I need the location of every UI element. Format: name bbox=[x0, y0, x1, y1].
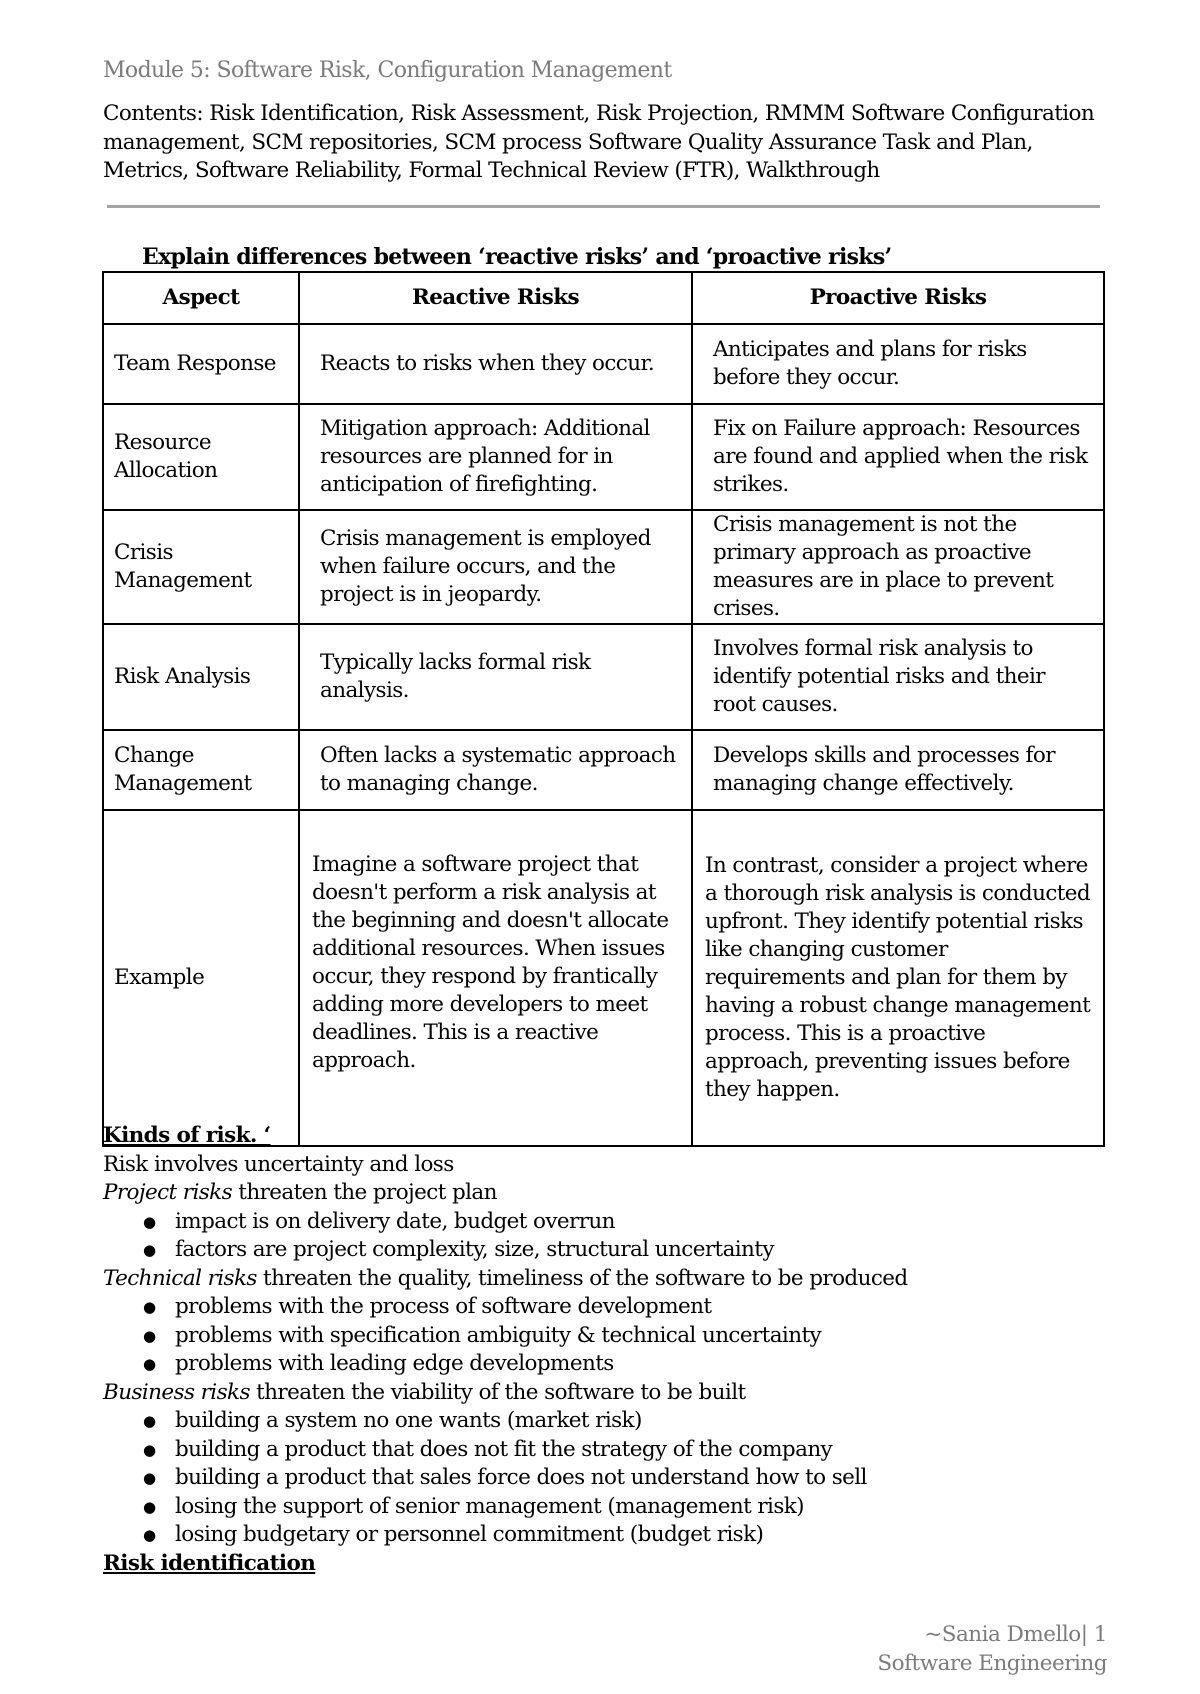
list-item bbox=[143, 1436, 1103, 1465]
reactive-cell: Imagine a software project that doesn't perform a risk analysis at the beginning and doesn't allocate additional resources. When issues occur, they respond by frantically adding more developers to meet deadlines. This is a reactive approach. bbox=[299, 810, 692, 1146]
bullet-icon: ● bbox=[143, 1241, 156, 1259]
table-row bbox=[103, 510, 1104, 624]
aspect-cell: Crisis Management bbox=[103, 510, 299, 624]
table-title: Explain differences between ‘reactive risks’ and ‘proactive risks’ bbox=[142, 244, 892, 270]
list-item-text: problems with specification ambiguity & technical uncertainty bbox=[175, 1322, 822, 1348]
list-item-text: problems with the process of software development bbox=[175, 1294, 712, 1319]
list-item bbox=[143, 1464, 1103, 1493]
proactive-cell: Develops skills and processes for managing change effectively. bbox=[692, 730, 1104, 810]
proactive-cell: In contrast, consider a project where a thorough risk analysis is conducted upfront. They identify potential risks like changing customer requirements and plan for them by having a robust change management process. This is a proactive approach, preventing issues before they happen. bbox=[692, 810, 1104, 1146]
proactive-cell: Anticipates and plans for risks before they occur. bbox=[692, 324, 1104, 404]
header-reactive: Reactive Risks bbox=[299, 272, 692, 324]
list-item bbox=[143, 1407, 1103, 1436]
kinds-heading: Kinds of risk. ‘ bbox=[103, 1123, 271, 1148]
list-item-text: losing the support of senior management (management risk) bbox=[175, 1493, 804, 1519]
horizontal-divider bbox=[107, 205, 1100, 208]
risk-term: Project risks bbox=[103, 1180, 233, 1205]
list-item-text: building a system no one wants (market risk) bbox=[175, 1408, 642, 1433]
proactive-cell: Crisis management is not the primary approach as proactive measures are in place to prevent crises. bbox=[692, 510, 1104, 624]
risk-description: threaten the quality, timeliness of the software to be produced bbox=[256, 1265, 908, 1291]
table-header-row bbox=[103, 272, 1104, 324]
aspect-cell: Resource Allocation bbox=[103, 404, 299, 510]
risk-term: Business risks bbox=[103, 1379, 250, 1405]
footer-subject: Software Engineering bbox=[877, 1651, 1107, 1676]
proactive-cell: Involves formal risk analysis to identify potential risks and their root causes. bbox=[692, 624, 1104, 730]
proactive-cell: Fix on Failure approach: Resources are found and applied when the risk strikes. bbox=[692, 404, 1104, 510]
risk-list bbox=[103, 1208, 1103, 1265]
module-title: Module 5: Software Risk, Configuration Management bbox=[103, 58, 672, 83]
table-row bbox=[103, 624, 1104, 730]
risk-comparison-table bbox=[102, 271, 1105, 1147]
bullet-icon: ● bbox=[143, 1440, 156, 1459]
list-item bbox=[143, 1208, 1103, 1237]
list-item bbox=[143, 1293, 1103, 1322]
list-item-text: losing budgetary or personnel commitment (budget risk) bbox=[175, 1522, 764, 1547]
list-item bbox=[143, 1322, 1103, 1351]
header-aspect: Aspect bbox=[103, 272, 299, 324]
risk-list bbox=[103, 1407, 1103, 1550]
table-row bbox=[103, 324, 1104, 404]
table-row bbox=[103, 730, 1104, 810]
aspect-cell: Example bbox=[103, 810, 299, 1146]
bullet-icon: ● bbox=[143, 1212, 156, 1231]
aspect-cell: Team Response bbox=[103, 324, 299, 404]
aspect-cell: Change Management bbox=[103, 730, 299, 810]
reactive-cell: Reacts to risks when they occur. bbox=[299, 324, 692, 404]
bullet-icon: ● bbox=[143, 1355, 156, 1373]
bullet-icon: ● bbox=[143, 1497, 156, 1516]
reactive-cell: Typically lacks formal risk analysis. bbox=[299, 624, 692, 730]
kinds-of-risk-section bbox=[103, 1122, 1103, 1578]
table-row bbox=[103, 404, 1104, 510]
table-row bbox=[103, 810, 1104, 1146]
risk-description: threaten the project plan bbox=[232, 1180, 497, 1205]
list-item bbox=[143, 1521, 1103, 1550]
reactive-cell: Crisis management is employed when failure occurs, and the project is in jeopardy. bbox=[299, 510, 692, 624]
aspect-cell: Risk Analysis bbox=[103, 624, 299, 730]
risk-identification-heading: Risk identification bbox=[103, 1550, 316, 1576]
reactive-cell: Often lacks a systematic approach to managing change. bbox=[299, 730, 692, 810]
risk-group-title bbox=[103, 1265, 1103, 1294]
list-item-text: building a product that sales force does not understand how to sell bbox=[175, 1465, 867, 1490]
list-item-text: impact is on delivery date, budget overrun bbox=[175, 1208, 615, 1234]
bullet-icon: ● bbox=[143, 1412, 156, 1430]
footer-author-page: ~Sania Dmello| 1 bbox=[924, 1622, 1107, 1647]
list-item-text: building a product that does not fit the strategy of the company bbox=[175, 1436, 833, 1462]
bullet-icon: ● bbox=[143, 1469, 156, 1487]
list-item bbox=[143, 1350, 1103, 1379]
reactive-cell: Mitigation approach: Additional resources are planned for in anticipation of firefighting. bbox=[299, 404, 692, 510]
risk-list bbox=[103, 1293, 1103, 1379]
page-footer bbox=[877, 1620, 1107, 1678]
risk-group-title bbox=[103, 1179, 1103, 1208]
bullet-icon: ● bbox=[143, 1326, 156, 1345]
bullet-icon: ● bbox=[143, 1526, 156, 1544]
risk-description: threaten the viability of the software to be built bbox=[249, 1379, 746, 1405]
risk-term: Technical risks bbox=[103, 1265, 257, 1291]
bullet-icon: ● bbox=[143, 1298, 156, 1316]
list-item-text: factors are project complexity, size, structural uncertainty bbox=[175, 1237, 774, 1262]
kinds-intro: Risk involves uncertainty and loss bbox=[103, 1151, 454, 1177]
risk-group-title bbox=[103, 1379, 1103, 1408]
list-item bbox=[143, 1236, 1103, 1265]
header-proactive: Proactive Risks bbox=[692, 272, 1104, 324]
list-item bbox=[143, 1493, 1103, 1522]
contents-text: Contents: Risk Identification, Risk Assessment, Risk Projection, RMMM Software Configuration management, SCM repositories, SCM process Software Quality Assurance Task and Plan, Metrics, Software Reliability, Formal Technical Review (FTR), Walkthrough bbox=[103, 101, 1095, 183]
list-item-text: problems with leading edge developments bbox=[175, 1351, 614, 1376]
